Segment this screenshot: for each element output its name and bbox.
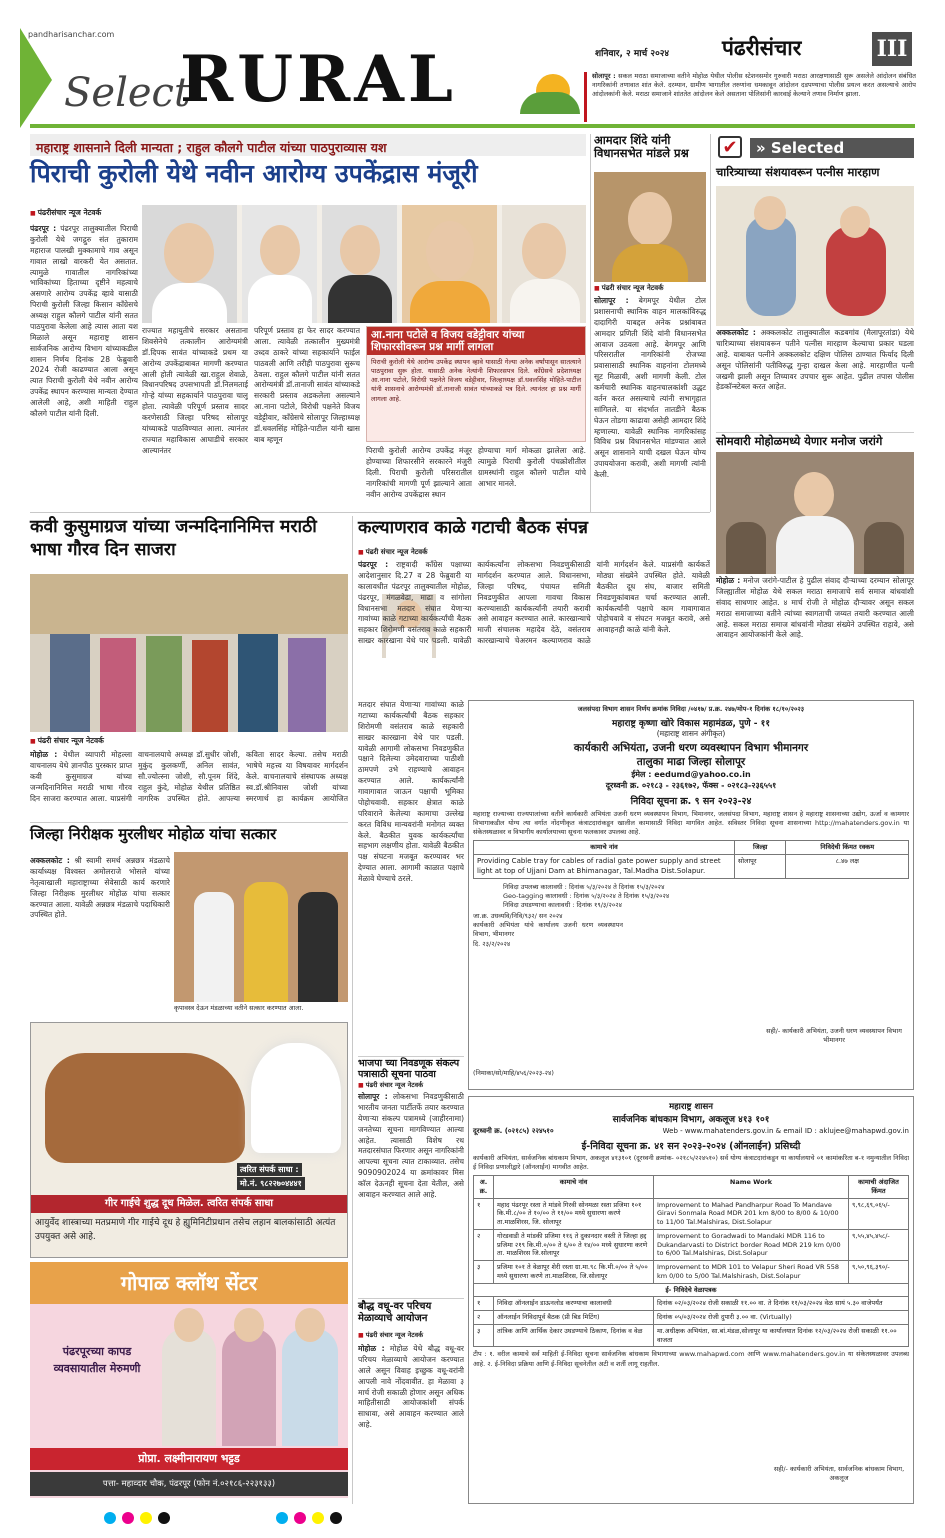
tender1-col-work: कामाचे नांव [474, 841, 735, 855]
row3-no: ३ [474, 1261, 494, 1284]
site-url[interactable]: pandharisanchar.com [28, 30, 115, 39]
row2-work: Improvement to Goradwadi to Mandaki MDR 116 to Dukandarvasti to District border Road MDR 219 km 0/00 to 6/00 Tal.Malshiras, Dist.Solapur [654, 1229, 849, 1260]
selected-text [716, 328, 914, 424]
jarange-title: सोमवारी मोहोळमध्ये येणार मनोज जरांगे [716, 432, 914, 450]
selected-label [716, 136, 914, 160]
tender2-h-work: Name Work [654, 1175, 849, 1198]
lead-col-4: पिराची कुरोली आरोग्य उपकेंद्र मंजूर होण्याच्या शिफारसीने सरकारने मंजुरी दिली. पिराची कुरोली परिसरातील नागरिकांची मागणी पूर्ण झाल्याने आता नवीन आरोग्य उपकेंद्रास स्थान [366, 446, 472, 499]
marathi-place: मोहोळ : [30, 750, 58, 759]
collector-caption: कृपावस्त्र देऊन मंडळाच्या वतीने सत्कार करण्यात आला. [174, 1004, 304, 1012]
table-row [474, 1229, 909, 1260]
brief-box [584, 72, 916, 122]
collector-place: अक्कलकोट : [30, 856, 70, 865]
portrait-1 [142, 205, 237, 323]
lead-place: पंढरपूर : [30, 224, 57, 233]
registration-marks [104, 1512, 354, 1526]
bjp-text [358, 1092, 464, 1292]
tender2-h-cost: कामाची अंदाजित किंमत [849, 1175, 909, 1198]
tender2-body: कार्यकारी अभियंता, सार्वजनिक बांधकाम विभाग, अकलूज ४१३१०१ (दूरध्वनी क्रमांक- ०२१८५/२२४५१०) सर्व योग्य कंत्राटदारांकडून या कार्यालयाचे ०१ कामांकरिता ब-१ नमुन्यातील निविदा ई निविदा प्रणालीद्वारे (ऑनलाईन) मागवीत आहेत. [473, 1153, 909, 1171]
marathi-event-photo [30, 574, 348, 732]
tender1-org: महाराष्ट्र कृष्णा खोरे विकास महामंडळ, पुणे - ११ [611, 719, 771, 730]
mla-place: सोलापूर : [594, 296, 629, 305]
row1-no: १ [474, 1198, 494, 1229]
kale-text-cont: मतदार संघात येणाऱ्या गावांच्या काळे गटाच्या कार्यकर्त्यांची बैठक सहकार शिरोमणी वसंतराव काळे सहकारी साखर कारखाना येथे पार पडली. यावेळी आगामी लोकसभा निवडणुकीत पक्षाने दिलेल्या उमेदवाराच्या पाठीशी ठामपणे उभे राहण्याचे आवाहन करण्यात आले. कार्यकर्त्यांनी गावागावात जाऊन पक्षाची भूमिका पोहोचवावी. सहकार क्षेत्रात काळे परिवाराने केलेल्या कामाचा उल्लेख करत विविध मान्यवरांनी मनोगत व्यक्त केले. बैठकीत युवक कार्यकर्त्यांचा सहभाग लक्षणीय होता. यावेळी बैठकीत पक्ष संघटना मजबूत करण्यावर भर देण्यात आला. आगामी काळात पक्षाचे मेळावे घेण्याचे ठरले. [358, 700, 464, 883]
tender1-office: कार्यकारी अभियंता, उजनी धरण व्यवस्थापन विभाग भीमानगर [573, 742, 809, 755]
marathi-headline: कवी कुसुमाग्रज यांच्या जन्मदिनानिमित्त मराठी भाषा गौरव दिन साजरा [30, 517, 317, 560]
bjp-title: भाजपा च्या निवडणूक संकल्प पत्रासाठी सूचना पाठवा [358, 1056, 464, 1081]
lead-headline: पिराची कुरोली येथे नवीन आरोग्य उपकेंद्रास मंजूरी [30, 159, 478, 188]
buddha-text [358, 1344, 464, 1484]
divider-v1 [590, 134, 591, 512]
select-logo: Select [64, 70, 191, 116]
portrait-4 [402, 205, 497, 323]
table-row [474, 1324, 909, 1347]
sched2-b: दिनांक ०५/०३/२०२४ रोजी दुपारी ३.०० वा. (Virtually) [654, 1311, 909, 1325]
row2-name: गोरडवाडी ते मांडकी प्रजिमा ११६ ते दुकानदार वस्ती ते जिल्हा हद्द प्रजिमा २१९ कि.मी.०/०० ते ६/०० ते १४/०० मध्ये सुधारणा करणे ता. माळशिरस जि.सोलापूर [494, 1229, 654, 1260]
page-number-badge [872, 32, 912, 66]
tender1-email[interactable]: ईमेल : eedumd@yahoo.co.in [631, 770, 751, 780]
cow-phone[interactable]: मो.नं. ९८२२७०४४४१ [237, 1177, 305, 1190]
buddha-place: मोहोळ : [358, 1344, 385, 1353]
date: शनिवार, २ मार्च २०२४ [595, 49, 670, 59]
jarange-place: मोहोळ : [716, 576, 741, 585]
buddha-body: मोहोळ येथे बौद्ध वधू-वर परिचय मेळाव्याचे आयोजन करण्यात आले असून विवाह इच्छुक वधू-वरांनी आपली नावे नोंदवावीत. हा मेळावा ३ मार्च रोजी सकाळी होणार असून अधिक माहितीसाठी आयोजकांशी संपर्क साधावा, असे आवाहन करण्यात आले आहे. [358, 1344, 464, 1430]
row3-work: Improvement to MDR 101 to Velapur Sheri Road VR 558 km 0/00 to 5/00 Tal.Malshirash, Dist.Solapur [654, 1261, 849, 1284]
collector-photo [174, 852, 348, 1002]
row1-name: महाद पंढरपूर रस्ता ते मांडवे गिरवी सोनमळा रस्ता प्रजिमा १०१ कि.मी.८/०० ते १०/०० ते ११/०० मध्ये सुधारणा करणे ता.माळशिरस, जि. सोलापूर [494, 1198, 654, 1229]
sched3-a: तांत्रिक आणि आर्थिक देकार उघडण्याचे ठिकाण, दिनांक व वेळ [494, 1324, 654, 1347]
mla-face [628, 192, 672, 246]
portrait-2 [242, 205, 317, 323]
tender1-office2: तालुका माढा जिल्हा सोलापूर [636, 756, 746, 769]
tender1-code: (निमाका/सो/माहि/४५६/२०२३-२४) [473, 1069, 554, 1077]
row3-cost: ९,५०,९६,३९०/- [849, 1261, 909, 1284]
cow-ad [30, 1022, 348, 1258]
kale-byline: ■ पंढरी संचार न्यूज नेटवर्क [358, 548, 478, 557]
cloth-tagline: पंढरपूरच्या कापड व्यवसायातील मेरुमणी [53, 1345, 141, 1375]
collector-headline: जिल्हा निरीक्षक मुरलीधर मोहोळ यांचा सत्कार [30, 822, 348, 843]
jarange-body: मनोज जरांगे-पाटील हे पुढील संवाद दौऱ्याच्या दरम्यान सोलापूर जिल्ह्यातील मोहोळ येथे सकल मराठा समाजाचे सर्व समाज बांधवांशी संवाद साधणार आहेत. ४ मार्च रोजी ते मोहोळ दौऱ्यावर असून सकल मराठा समाजाच्या वतीने त्यांच्या स्वागताची जय्यत तयारी करण्यात आली आहे. सकल मराठा समाज बांधवांनी मोठ्या संख्येने उपस्थित राहावे, असे आवाहन आयोजकांनी केले आहे. [716, 576, 914, 640]
tender1-ref2: कार्यकारी अभियंता यांचे कार्यालय उजनी धरण व्यवस्थापन विभाग, भीमानगर [473, 921, 623, 939]
tender2-office: सार्वजनिक बांधकाम विभाग, अकलूज ४१३ १०१ [612, 1115, 770, 1125]
page-number: III [876, 36, 908, 62]
tender2-h-no: अ. क्र. [474, 1175, 494, 1198]
selected-body: अक्कलकोट तालुक्यातील कडबगांव (मैलापूरतांडा) येथे चारित्र्याच्या संशयावरून पतीने पत्नीस मारहाण केल्याचा प्रकार घडला आहे. याबाबत पत्नीने अक्कलकोट दक्षिण पोलिस ठाण्यात फिर्याद दिली असून पोलिसांनी पतीविरुद्ध गुन्हा दाखल केला आहे. मारहाणीत पत्नी जखमी झाली असून तिच्यावर उपचार सुरू आहेत. पुढील तपास पोलीस हेडकॉन्स्टेबल करत आहेत. [716, 328, 914, 392]
tender1-table [473, 840, 909, 879]
tender1-body: महाराष्ट्र राज्याच्या राज्यपालांच्या वतीने कार्यकारी अभियंता उजनी धरण व्यवस्थापन विभाग, भिमानगर, जलसंपदा विभाग, महाराष्ट्र शासन हे महाराष्ट्र शासनाच्या उद्योग, ऊर्जा व कामगार विभागाकडील योग्य त्या वर्गात नोंदणीकृत कंत्राटदारांकडून खालील कामासाठी निविदा मागवित आहेत. सविस्तर निविदा सूचना शासनाच्या http://mahatenders.gov.in या संकेतस्थळावर व विभागीय कार्यालयाच्या सूचना फलकावर उपलब्ध आहे. [473, 810, 909, 837]
kale-headline: कल्याणराव काळे गटाची बैठक संपन्न [358, 518, 589, 538]
tender1-date-2: Geo-tagging कालावधी : दिनांक ५/३/२०२४ ते दिनांक १५/३/२०२४ [503, 892, 670, 901]
row3-name: प्रजिमा १०१ ते वेळापूर शेरी रस्ता ग्रा.मा.९८ कि.मी.०/०० ते ५/०० मध्ये सुधारणा करणे ता.माळशिरस, जि.सोलापूर [494, 1261, 654, 1284]
tender2-h-name: कामाचे नांव [494, 1175, 654, 1198]
tender1-phone: दूरध्वनी क्र. ०२१८३ - २३६१७२, फॅक्स - ०२१८३-२३६५५१ [605, 781, 777, 791]
brief-place: सोलापूर : [592, 72, 616, 80]
row2-cost: ९,५५,४५,४५८/- [849, 1229, 909, 1260]
tender1-org-sub: (महाराष्ट्र शासन अंगीकृत) [656, 729, 726, 739]
mla-byline: ■ पंढरी संचार न्यूज नेटवर्क [594, 284, 706, 293]
green-triangle [20, 28, 52, 128]
leader-photos [142, 205, 586, 323]
tender-2 [468, 1096, 914, 1504]
sched2-no: २ [474, 1311, 494, 1325]
portrait-3 [322, 205, 397, 323]
divider-v2 [710, 134, 711, 512]
tender2-note: टीप : १. वरील कामाचे सर्व माहिती ई-निविदा सूचना सार्वजनिक बांधकाम विभागाच्या www.mahapwd.com आणि www.mahatenders.gov.in या संकेतस्थळावर उपलब्ध आहे. २. ई-निविदा प्रक्रिया आणि ई-निविदा सूचनेतील अटी व शर्ती लागू राहतील. [473, 1350, 909, 1368]
selected-label-text: » Selected [750, 138, 914, 158]
cloth-owner: प्रोप्रा. लक्ष्मीनारायण भट्टड [30, 1448, 348, 1470]
mla-portrait [594, 172, 706, 282]
tender2-sign: सही/- कार्यकारी अभियंता, सार्वजनिक बांधकाम विभाग, अकलूज [773, 1465, 905, 1483]
tender1-col-cost: निविदेची किंमत रक्कम [786, 841, 909, 855]
marathi-body: येथील व्यापारी मोहल्ला वाचनालय येथे ज्ञानपीठ पुरस्कार प्राप्त कवी कुसुमाग्रज यांच्या जन्मदिनानिमित्त मराठी भाषा गौरव दिन साजरा करण्यात आला. याप्रसंगी वाचनालयाचे अध्यक्ष डॉ.सुधीर जोशी, मुकुंद कुलकर्णी, अनिल सावंत, सौ.ज्योत्स्ना जोशी, सौ.पूनम शिंदे, राहुल कुंदे, मोहोळ येथील प्रतिष्ठित नागरिक उपस्थित होते. आपल्या कविता सादर केल्या. तसेच मराठी भाषेचे महत्त्व या विषयावर मार्गदर्शन केले. वाचनालयाचे संस्थापक अध्यक्ष स्व.डॉ.श्रीनिवास जोशी यांच्या स्मरणार्थ हा कार्यक्रम आयोजित [30, 750, 348, 803]
rural-logo: RURAL [180, 42, 457, 117]
tender1-dist: सोलापूर [735, 855, 786, 879]
lead-col-3: परिपूर्ण प्रस्ताव हा फेर सादर करण्यात आला. त्यावेळी तत्कालीन मुख्यमंत्री उध्दव ठाकरे यांच्या सहकार्याने फाईल पाठवली आणि तरीही पाठपुरावा सुरूच ठेवला. राहुल कौलगे पाटील यांनी सतत आरोग्यमंत्री डॉ.तानाजी सावंत यांच्याकडे सरकारी प्रस्ताव अडकलेला असल्याने आ.नाना पटोले, विरोधी पक्षनेते विजय वडेट्टीवार, कॉंग्रेसचे सोलापूर जिल्हाध्यक्ष डॉ.धवलसिंह मोहिते-पाटील यांनी खास बाब म्हणून [254, 326, 360, 444]
table-row [474, 1261, 909, 1284]
divider-h1 [30, 512, 710, 513]
cloth-title: गोपाळ क्लॉथ सेंटर [30, 1262, 348, 1304]
cow-image [45, 1053, 245, 1163]
lead-col-5: होण्याचा मार्ग मोकळा झालेला आहे. त्यामुळे पिराची कुरोली पंचक्रोशीतील ग्रामस्थांनी राहुल कौलगे पाटील यांचे आभार मानले. [478, 446, 586, 488]
cloth-ad [30, 1262, 348, 1498]
tender1-ref: जा.क्र. उधव्यवि/निवि/९३२/ सन २०२४ [473, 912, 563, 921]
hill-icon [520, 92, 580, 114]
lead-kicker [30, 134, 586, 156]
tender1-notice: निविदा सूचना क्र. ९ सन २०२३-२४ [630, 796, 752, 808]
checkmark-icon: ✔ [718, 136, 742, 158]
cloth-address: पत्ता- महाव्दार चौक, पंढरपूर (फोन नं.०२१८६-२२३१३३) [30, 1472, 348, 1496]
models-image [162, 1308, 342, 1446]
table-row [474, 1311, 909, 1325]
brief-text: सकल मराठा समाजाच्या वतीने मोहोळ येथील पोलीस स्टेशनसमोर गुरुवारी मराठा आरक्षणासाठी सुरू असलेले आंदोलन संबंधित नागरिकांनी तणावात शांत केले. दरम्यान, ग्रामीण भागातील तरुणांना धमकावून आंदोलन दडपण्याचा पोलीस प्रयत्न करत असल्याचे आरोप आंदोलकांनी केले. मराठा समाजाने शांततेत आंदोलन केले असताना पोलिसांनी कारवाई केल्याने तणाव निर्माण झाला. [592, 72, 916, 99]
table-row [474, 1297, 909, 1311]
tender1-work: Providing Cable tray for cables of radial gate power supply and street light at top of Ujjani Dam at Bhimanagar, Tal.Madha Dist.Solapur. [474, 855, 735, 879]
tender2-web[interactable]: Web - www.mahatenders.gov.in & email ID : aklujee@mahapwd.gov.in [662, 1127, 909, 1135]
milk-splash [251, 1043, 341, 1153]
lead-col-2: राज्यात महायुतीचे सरकार असताना शिवसेनेचे तत्कालीन आरोग्यमंत्री डॉ.दिपक सावंत यांच्याकडे प्रथम या आरोग्य उपकेंद्राबाबत मागणी करण्यात आली होती त्यावेळी खा.राहुल शेवाळे, विधानपरिषद उपसभापती डॉ.निलमताई गोऱ्हे यांच्या सहकार्याने पाठपुरावा चालू होता. त्यावेळी परिपूर्ण प्रस्ताव सादर करणेसाठी जिल्हा परिषद सोलापूर यांच्याकडे पाठविण्यात आला. त्यानंतर राज्यात महाविकास आघाडीचे सरकार आल्यानंतर [142, 326, 248, 455]
tender2-notice: ई-निविदा सूचना क्र. ४१ सन २०२३-२०२४ (ऑनलाईन) प्रसिध्दी [581, 1140, 801, 1152]
bjp-byline: ■ पंढरी संचार न्यूज नेटवर्क [358, 1080, 464, 1089]
sched1-b: दिनांक ०२/०३/२०२४ रोजी सकाळी ११.०० वा. ते दिनांक ११/०३/२०२४ वेळ सायं ५.३० वाजेपर्यंत [654, 1297, 909, 1311]
masthead [0, 0, 945, 130]
sidebox-text: पिराची कुरोली येथे आरोग्य उपकेंद्र स्थापन व्हावे यासाठी गेल्या अनेक वर्षांपासून सातत्याने पाठपुरावा सुरू होता. यासाठी अनेक नेत्यांनी शिफारसपत्र दिले. कॉंग्रेसचे प्रदेशाध्यक्ष आ.नाना पटोले, विरोधी पक्षनेते विजय वडेट्टीवार, जिल्हाध्यक्ष डॉ.धवलसिंह मोहिते-पाटील यांनी शासनाचे आरोग्यमंत्री डॉ.तानाजी सावंत यांच्याकडे पत्र दिले. त्यानंतर हा प्रश्न मार्गी लागला आहे. [371, 358, 581, 403]
lead-byline: ■ पंढरीसंचार न्यूज नेटवर्क [30, 208, 138, 218]
jarange-photo [716, 452, 914, 574]
selected-place: अक्कलकोट : [716, 328, 756, 337]
tender2-contact [473, 1127, 909, 1137]
buddha-byline: ■ पंढरी संचार न्यूज नेटवर्क [358, 1330, 464, 1339]
selected-title: चारित्र्याच्या संशयावरून पत्नीस मारहाण [716, 165, 880, 179]
marathi-text [30, 750, 348, 814]
lead-col1-text: पंढरपूर तालुक्यातील पिराची कुरोली येथे जगद्गुरु संत तुकाराम महाराज पालखी मुक्कामाचे गाव असून गावात लाखो वारकरी येत असतात. त्यामुळे गावातील नागरिकांच्या भाविकांच्या हिताच्या दृष्टीने महत्वाचे असणारे आरोग्य उपकेंद्र व्हावे यासाठी पिराची कुरोली जिल्हा किसान कॉंग्रेसचे अध्यक्ष राहुल कौलगे पाटील यांनी सतत पाठपुरावा केलेला आहे त्यास आता यश मिळाले असून महाराष्ट्र शासन सार्वजनिक आरोग्य विभाग यांच्याकडील शासन निर्णय दिनांक 28 फेब्रुवारी 2024 रोजी काढण्यात आला असून त्यात पिराची कुरोली येथे नवीन आरोग्य उपकेंद्र स्थापन करण्यास मान्यता देण्यात आलेली आहे, अशी माहिती राहुल कौलगे पाटील यांनी दिली. [30, 224, 138, 418]
sched1-no: १ [474, 1297, 494, 1311]
header-stripe [30, 124, 915, 128]
kale-place: पंढरपूर : [358, 560, 389, 569]
collector-body: श्री स्वामी समर्थ अन्नछत्र मंडळाचे कार्याध्यक्ष विश्वस्त अमोलराजे भोसले यांच्या नेतृत्वाखाली महाराष्ट्राच्या सेवेसाठी कार्य करणारे जिल्हा निरीक्षक मुरलीधर मोहोळ यांचा सत्कार करण्यात आला. यावेळी अन्नछत्र मंडळाचे पदाधिकारी उपस्थित होते. [30, 856, 170, 920]
cow-banner: गीर गाईचे शुद्ध दूध मिळेल. त्वरित संपर्क साधा [31, 1195, 347, 1213]
tender1-sign: सही/- कार्यकारी अभियंता, उजनी धरण व्यवस्थापन विभाग भीमानगर [766, 1027, 902, 1045]
cow-contact-label: त्वरित संपर्क साधा : [237, 1163, 302, 1176]
kale-text [358, 560, 710, 698]
tender2-phone: दूरध्वनी क्र. (०२१८५) २२४५१० [473, 1127, 554, 1135]
tender-1 [468, 700, 914, 1090]
portrait-5 [502, 205, 586, 323]
sched3-no: ३ [474, 1324, 494, 1347]
mla-body: बेगमपूर येथील टोल प्रशासनाची स्थानिक वाहन मालकांविरुद्ध दादागिरी याबद्दल अनेक प्रश्नांबाबत आमदार प्रणिती शिंदे यांनी विधानसभेत आवाज उठवला आहे. बेगमपूर आणि परिसरातील नागरिकांनी रोजच्या प्रवासासाठी स्थानिक वाहनांना टोलमध्ये सूट मिळावी, अशी मागणी केली. टोल कर्मचारी स्थानिक वाहनचालकांशी उद्धट वर्तन करत असल्याचे त्यांनी सभागृहात सांगितले. या संदर्भात तातडीने बैठक घेऊन तोडगा काढावा असेही आमदार शिंदे म्हणाल्या. यावेळी स्थानिक नागरिकांसह विविध प्रश्न विधानसभेत मांडण्यात आले असून शासनाने याची दखल घेऊन योग्य उपाययोजना करावी, अशी मागणी त्यांनी केली. [594, 296, 706, 479]
row2-no: २ [474, 1229, 494, 1260]
jarange-text [716, 576, 914, 694]
tender1-cost: ८.४७ लक्ष [786, 855, 909, 879]
mla-text [594, 296, 706, 512]
divider-v3 [352, 516, 353, 1504]
sidebox-title: आ.नाना पटोले व विजय वडेट्टीवार यांच्या शिफारसीवरून प्रश्न मार्गी लागला [367, 327, 585, 355]
tender2-table [473, 1175, 909, 1347]
cow-footer: आयुर्वेद शास्त्राच्या मतप्रमाणे गीर गाईचे दूध हे ह्युमिनिटीप्रधान तसेच लहान बालकांसाठी अत्यंत उपयुक्त असे आहे. [35, 1218, 336, 1242]
mla-title: आमदार शिंदे यांनी विधानसभेत मांडले प्रश्न [594, 133, 689, 161]
sched2-a: ऑनलाईन निविदापूर्व बैठक (प्री बिड मिटिंग) [494, 1311, 654, 1325]
tender1-ref3: दि. २३/२/२०२४ [473, 939, 511, 948]
row1-cost: ९,९८,६९,०६५/- [849, 1198, 909, 1229]
sched-title: ई- निविदेचे वेळापत्रक [474, 1283, 909, 1297]
kicker-text: महाराष्ट्र शासनाने दिली मान्यता ; राहुल कौलगे पाटील यांच्या पाठपुराव्यास यश [36, 140, 387, 155]
marathi-byline: ■ पंढरी संचार न्यूज नेटवर्क [30, 736, 348, 746]
sched1-a: निविदा ऑनलाईन डाऊनलोड करण्याचा कालावधी [494, 1297, 654, 1311]
buddha-title: बौद्ध वधू-वर परिचय मेळाव्याचे आयोजन [358, 1298, 464, 1324]
tender2-org: महाराष्ट्र शासन [669, 1102, 713, 1112]
lead-col-1 [30, 224, 138, 512]
tender1-date-3: निविदा उघडण्याचा कालावधी : दिनांक १९/३/२०२४ [503, 901, 622, 910]
table-row [474, 1198, 909, 1229]
tender1-col-dist: जिल्हा [735, 841, 786, 855]
row1-work: Improvement to Mahad Pandharpur Road To Mandave Giravi Sonmala Road MDR 201 km 8/00 to 8/00 & 10/00 to 11/00 Tal.Malshiras, Dist.Solapur [654, 1198, 849, 1229]
lead-sidebox [366, 326, 586, 442]
sched3-b: मा.अधीक्षक अभियंता, सा.बां.मंडळ,सोलापूर या कार्यालयात दिनांक १२/०३/२०२४ रोजी सकाळी ११.०० वाजता [654, 1324, 909, 1347]
tender1-ref-line: जलसंपदा विभाग शासन निर्णय क्रमांक निविदा /०४१७/ प्र.क्र. २४७/मोप-१ दिनांक १८/१०/२०२३ [577, 705, 805, 713]
collector-text [30, 856, 170, 1020]
bjp-place: सोलापूर : [358, 1092, 388, 1101]
bjp-body: लोकसभा निवडणुकीसाठी भारतीय जनता पार्टीतर्फे तयार करण्यात येणाऱ्या संकल्प पत्रामध्ये (जाहीरनामा) जनतेच्या सूचना मागविण्यात आल्या आहेत. त्यासाठी विशेष रथ मतदारसंघात फिरणार असून नागरिकांनी आपल्या सूचना त्यात टाकाव्यात. तसेच 9090902024 या क्रमांकावर मिस कॉल देऊनही सूचना देता येतील, असे आवाहन करण्यात आले आहे. [358, 1092, 464, 1199]
tender1-date-1: निविदा उपलब्ध कालावधी : दिनांक ५/३/२०२४ ते दिनांक १५/३/२०२४ [503, 883, 665, 892]
assault-illustration [716, 186, 914, 326]
paper-name: पंढरीसंचार [722, 36, 802, 60]
kale-body: राष्ट्रवादी कॉंग्रेस पक्षाच्या आदेशानुसार दि.27 व 28 फेब्रुवारी या कालावधीत पंढरपूर तालुक्यातील मोहोळ, पंढरपूर, मंगळवेढा, माढा व सांगोला विधानसभा मतदार संघात येणाऱ्या गावांच्या काळे गटाच्या कार्यकर्त्यांची बैठक सहकार शिरोमणी वसंतराव काळे सहकारी साखर कारखाना येथे पार पडली. यावेळी कार्यकर्त्यांना लोकसभा निवडणुकीसाठी मार्गदर्शन करण्यात आले. विधानसभा, जिल्हा परिषद, पंचायत समिती निवडणुकीत आपला गावचा विकास करण्यासाठी कार्यकर्त्यांनी तयारी करावी असे आवाहन करण्यात आले. कारखान्याचे माजी संचालक महादेव देठे, वसंतराव कारखान्याचे चेअरमन कल्याणराव काळे यांनी मार्गदर्शन केले. याप्रसंगी कार्यकर्ते मोठ्या संख्येने उपस्थित होते. यावेळी बैठकीत दूध संघ, बाजार समिती निवडणुकांबाबत चर्चा करण्यात आली. कार्यकर्त्यांनी पक्षाचे काम गावागावात पोहोचवावे व संघटन मजबूत करावे, असे आवाहनही काळे यांनी केले. [358, 560, 710, 646]
